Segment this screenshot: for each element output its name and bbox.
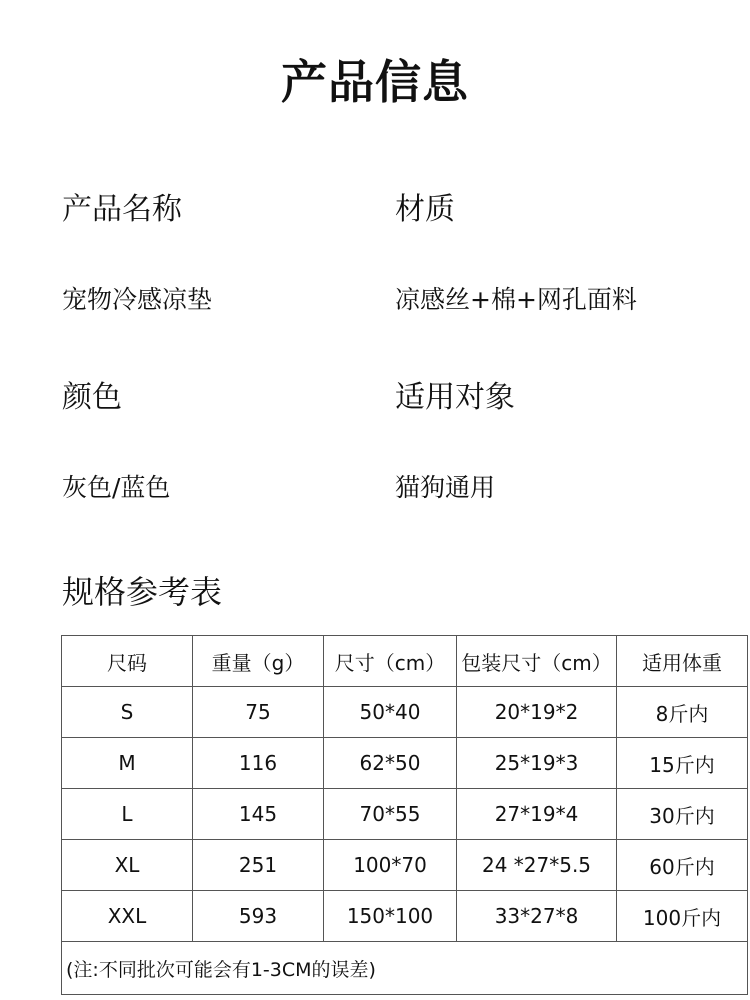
color-label: 颜色: [62, 380, 122, 415]
spec-section-title: 规格参考表: [62, 573, 223, 611]
cell-package-size: 24 *27*5.5: [457, 840, 617, 891]
cell-dimensions: 150*100: [324, 891, 457, 942]
table-row: [62, 738, 748, 789]
cell-dimensions: 70*55: [324, 789, 457, 840]
material-label: 材质: [395, 192, 455, 227]
product-name-label: 产品名称: [62, 192, 182, 227]
table-row: [62, 687, 748, 738]
cell-dimensions: 50*40: [324, 687, 457, 738]
page-title: 产品信息: [281, 55, 469, 109]
table-row: [62, 789, 748, 840]
header-weight: 重量（g）: [193, 636, 324, 687]
cell-size: L: [62, 789, 193, 840]
cell-weight: 251: [193, 840, 324, 891]
cell-weight: 145: [193, 789, 324, 840]
header-pet-weight: 适用体重: [617, 636, 748, 687]
cell-package-size: 33*27*8: [457, 891, 617, 942]
header-size: 尺码: [62, 636, 193, 687]
table-row: [62, 891, 748, 942]
cell-package-size: 20*19*2: [457, 687, 617, 738]
error-note: (注:不同批次可能会有1-3CM的误差): [62, 942, 748, 995]
cell-weight: 593: [193, 891, 324, 942]
cell-weight: 116: [193, 738, 324, 789]
cell-package-size: 27*19*4: [457, 789, 617, 840]
cell-size: XXL: [62, 891, 193, 942]
cell-pet-weight: 30斤内: [617, 789, 748, 840]
cell-size: M: [62, 738, 193, 789]
product-name-value: 宠物冷感凉垫: [62, 285, 213, 314]
cell-size: S: [62, 687, 193, 738]
material-value: 凉感丝+棉+网孔面料: [395, 285, 637, 314]
table-note-row: [62, 942, 748, 995]
table-header-row: [62, 636, 748, 687]
cell-package-size: 25*19*3: [457, 738, 617, 789]
header-package-size: 包装尺寸（cm）: [457, 636, 617, 687]
cell-size: XL: [62, 840, 193, 891]
cell-pet-weight: 15斤内: [617, 738, 748, 789]
target-label: 适用对象: [395, 380, 515, 415]
cell-dimensions: 100*70: [324, 840, 457, 891]
color-value: 灰色/蓝色: [62, 473, 171, 502]
cell-dimensions: 62*50: [324, 738, 457, 789]
cell-pet-weight: 8斤内: [617, 687, 748, 738]
cell-pet-weight: 100斤内: [617, 891, 748, 942]
spec-table: [61, 635, 748, 995]
cell-pet-weight: 60斤内: [617, 840, 748, 891]
header-dimensions: 尺寸（cm）: [324, 636, 457, 687]
target-value: 猫狗通用: [395, 473, 496, 502]
table-row: [62, 840, 748, 891]
cell-weight: 75: [193, 687, 324, 738]
